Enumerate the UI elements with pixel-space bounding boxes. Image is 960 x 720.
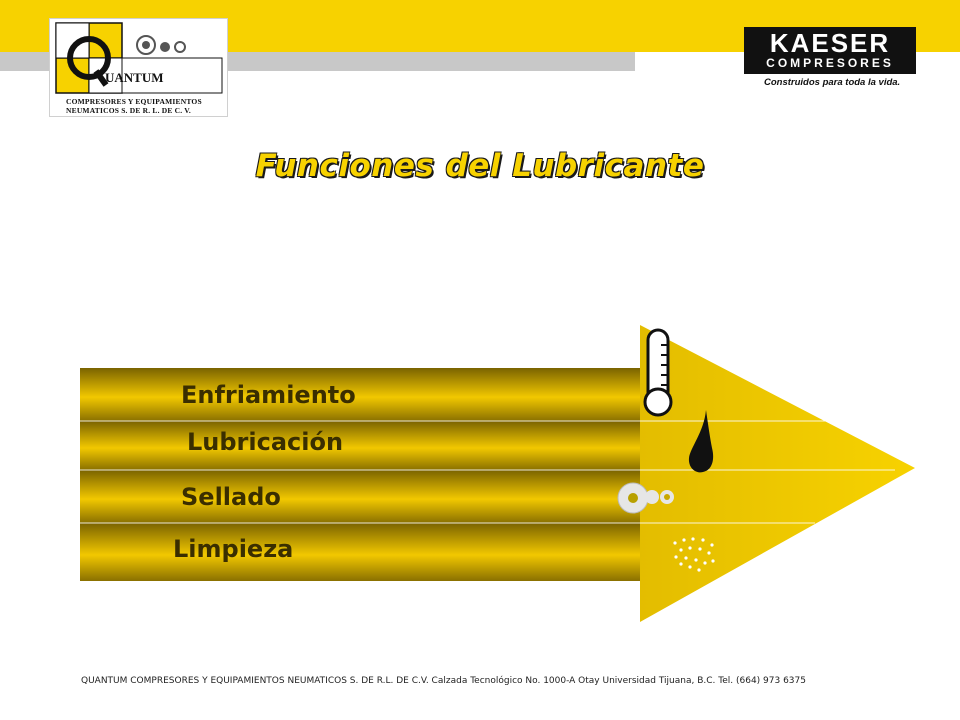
function-label-lubricacion: Lubricación xyxy=(187,428,344,456)
page-title: Funciones del Lubricante xyxy=(255,148,705,184)
quantum-logo-line2: NEUMATICOS S. DE R. L. DE C. V. xyxy=(66,106,191,115)
thermometer-icon xyxy=(645,330,671,415)
function-label-limpieza: Limpieza xyxy=(173,535,294,563)
band-enfriamiento xyxy=(80,368,640,421)
kaeser-brand-sub: COMPRESORES xyxy=(766,56,894,70)
kaeser-tagline: Construidos para toda la vida. xyxy=(764,77,901,88)
band-lubricacion xyxy=(80,421,640,470)
function-label-enfriamiento: Enfriamiento xyxy=(181,381,356,409)
quantum-logo-line1: COMPRESORES Y EQUIPAMIENTOS xyxy=(66,97,202,106)
band-limpieza xyxy=(80,523,640,581)
kaeser-brand-name: KAESER xyxy=(769,28,891,58)
quantum-logo-name: UANTUM xyxy=(105,70,164,85)
function-label-sellado: Sellado xyxy=(181,483,281,511)
footer-address: QUANTUM COMPRESORES Y EQUIPAMIENTOS NEUMATICOS S. DE R.L. DE C.V. Calzada Tecnológico No. 1000-A Otay Universidad Tijuana, B.C. Tel. (664) 973 6375 xyxy=(81,676,806,686)
band-sellado xyxy=(80,470,640,523)
